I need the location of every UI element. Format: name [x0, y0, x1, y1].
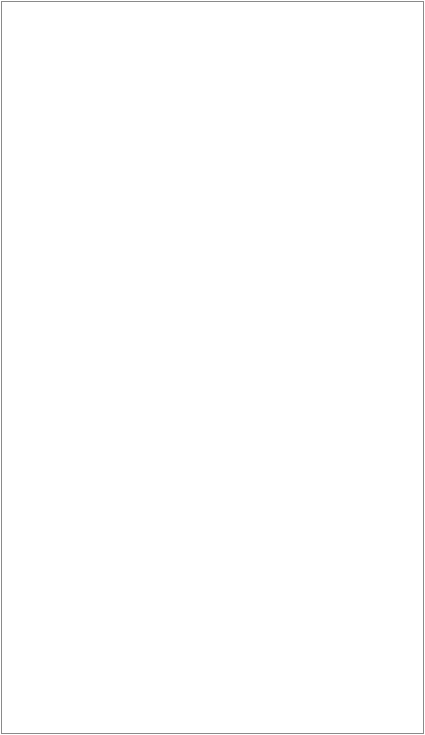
- horoscope-table: [1, 1, 424, 734]
